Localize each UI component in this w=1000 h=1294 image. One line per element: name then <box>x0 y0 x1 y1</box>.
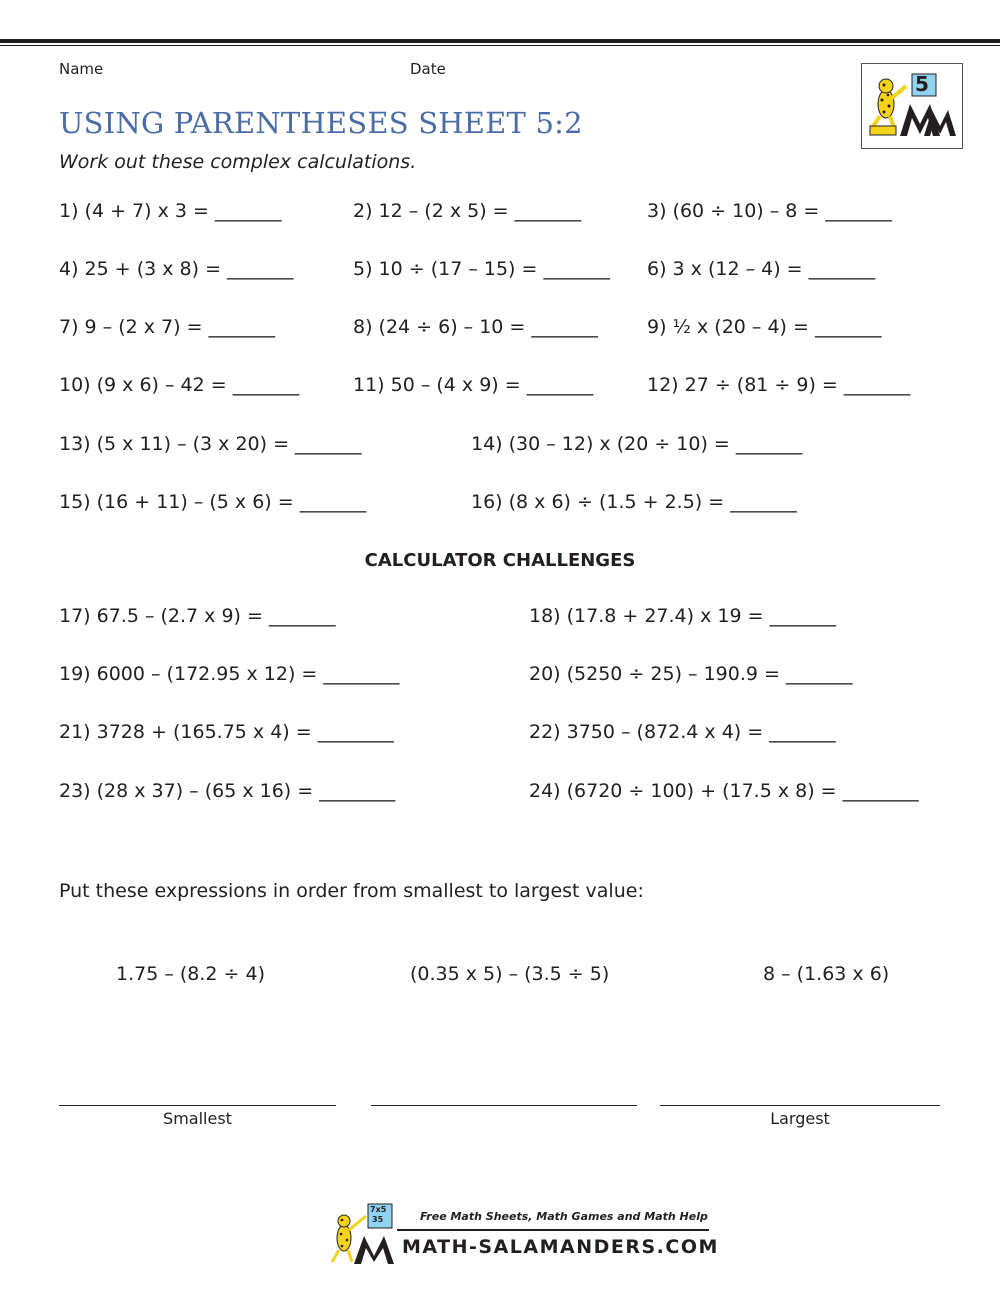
challenge-18: 18) (17.8 + 27.4) x 19 = _______ <box>529 605 837 627</box>
question-11: 11) 50 – (4 x 9) = _______ <box>353 374 594 396</box>
question-10: 10) (9 x 6) – 42 = _______ <box>59 374 300 396</box>
expression-c: 8 – (1.63 x 6) <box>763 963 890 985</box>
answer-line-smallest <box>59 1105 336 1106</box>
answer-line-largest <box>660 1105 940 1106</box>
question-9: 9) ½ x (20 – 4) = _______ <box>647 316 882 338</box>
question-7: 7) 9 – (2 x 7) = _______ <box>59 316 276 338</box>
footer-badge-top: 7x5 <box>370 1205 387 1214</box>
question-14: 14) (30 – 12) x (20 ÷ 10) = _______ <box>471 433 803 455</box>
challenge-23: 23) (28 x 37) – (65 x 16) = ________ <box>59 780 396 802</box>
challenge-21: 21) 3728 + (165.75 x 4) = ________ <box>59 721 394 743</box>
expression-a: 1.75 – (8.2 ÷ 4) <box>116 963 266 985</box>
top-rule-thin <box>0 45 1000 46</box>
challenge-17: 17) 67.5 – (2.7 x 9) = _______ <box>59 605 336 627</box>
challenge-24: 24) (6720 ÷ 100) + (17.5 x 8) = ________ <box>529 780 919 802</box>
name-label: Name <box>59 60 104 78</box>
question-15: 15) (16 + 11) – (5 x 6) = _______ <box>59 491 367 513</box>
footer-rule <box>397 1229 709 1231</box>
question-6: 6) 3 x (12 – 4) = _______ <box>647 258 876 280</box>
largest-label: Largest <box>770 1109 830 1128</box>
question-5: 5) 10 ÷ (17 – 15) = _______ <box>353 258 610 280</box>
answer-line-middle <box>371 1105 637 1106</box>
salamander-icon <box>862 64 962 148</box>
smallest-label: Smallest <box>163 1109 232 1128</box>
challenge-22: 22) 3750 – (872.4 x 4) = _______ <box>529 721 836 743</box>
question-16: 16) (8 x 6) ÷ (1.5 + 2.5) = _______ <box>471 491 797 513</box>
top-rule <box>0 39 1000 43</box>
question-8: 8) (24 ÷ 6) – 10 = _______ <box>353 316 598 338</box>
ordering-prompt: Put these expressions in order from smallest to largest value: <box>59 880 644 902</box>
question-13: 13) (5 x 11) – (3 x 20) = _______ <box>59 433 362 455</box>
question-2: 2) 12 – (2 x 5) = _______ <box>353 200 582 222</box>
grade-logo <box>861 63 963 149</box>
page-title: USING PARENTHESES SHEET 5:2 <box>59 106 583 140</box>
question-12: 12) 27 ÷ (81 ÷ 9) = _______ <box>647 374 911 396</box>
footer-tagline: Free Math Sheets, Math Games and Math Help <box>420 1210 708 1223</box>
question-1: 1) (4 + 7) x 3 = _______ <box>59 200 282 222</box>
challenges-heading: CALCULATOR CHALLENGES <box>364 550 636 571</box>
question-3: 3) (60 ÷ 10) – 8 = _______ <box>647 200 892 222</box>
question-4: 4) 25 + (3 x 8) = _______ <box>59 258 294 280</box>
footer-site-name: MATH-SALAMANDERS.COM <box>402 1236 719 1258</box>
expression-b: (0.35 x 5) – (3.5 ÷ 5) <box>410 963 610 985</box>
challenge-19: 19) 6000 – (172.95 x 12) = ________ <box>59 663 400 685</box>
instructions: Work out these complex calculations. <box>59 151 417 173</box>
challenge-20: 20) (5250 ÷ 25) – 190.9 = _______ <box>529 663 853 685</box>
grade-badge: 5 <box>915 72 929 96</box>
footer-badge-bottom: 35 <box>372 1215 384 1224</box>
date-label: Date <box>410 60 446 78</box>
